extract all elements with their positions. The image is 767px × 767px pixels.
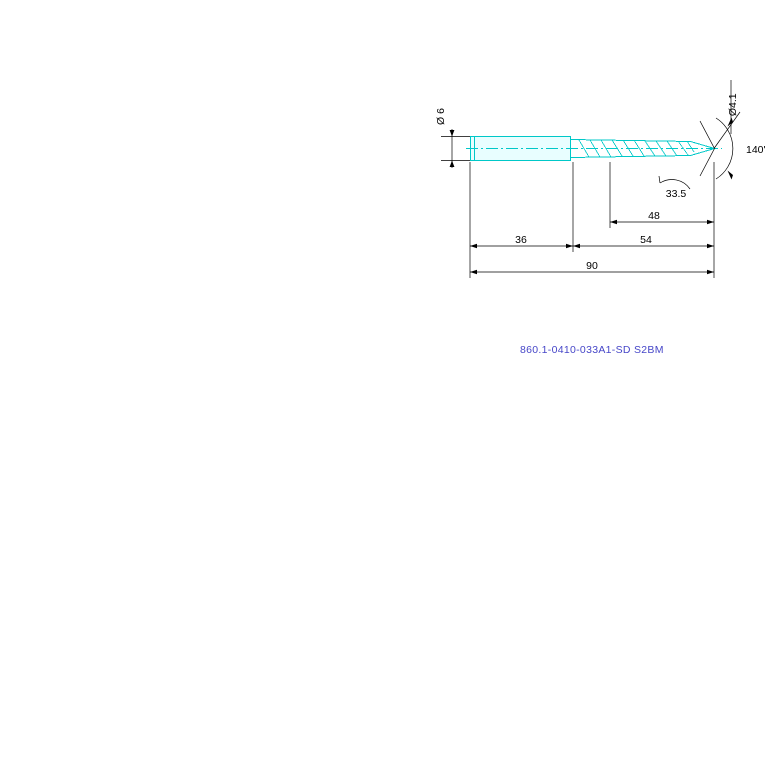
dim-text-shank-diameter: Ø 6 [435,108,447,125]
arrow-54-left [573,244,580,249]
dim-prefix-tip-diameter: Ø [727,108,739,117]
dim-text-tip-diameter: 4.1 [727,93,739,108]
ext-line-tip [714,112,740,149]
dim-text-54: 54 [640,234,652,246]
dimension-labels [435,93,766,272]
dim-text-flute-reference: 33.5 [665,188,687,200]
dim-text-point-angle: 140' [746,144,766,156]
arrow-90-left [470,270,477,275]
arrow-36-left [470,244,477,249]
part-number-label: 860.1-0410-033A1-SD S2BM [520,344,664,356]
arrow-54-right [707,244,714,249]
arrow-36-right [566,244,573,249]
flute-body-top [571,140,691,142]
dim-text-48: 48 [648,210,660,222]
angle-leader-bottom [700,149,715,177]
dimension-geometry [441,80,740,278]
arrow-90-right [707,270,714,275]
ref-tick-33-5 [659,176,660,183]
arrow-shank-bottom [450,161,455,168]
dim-text-36: 36 [515,234,527,246]
arrow-48-left [610,220,617,225]
arrow-shank-top [450,130,455,137]
tool-outline [466,137,722,161]
dim-text-90: 90 [586,260,598,272]
arrow-48-right [707,220,714,225]
angle-arc [716,118,733,179]
angle-leader-top [700,121,715,149]
arrow-angle-bottom [728,171,734,180]
